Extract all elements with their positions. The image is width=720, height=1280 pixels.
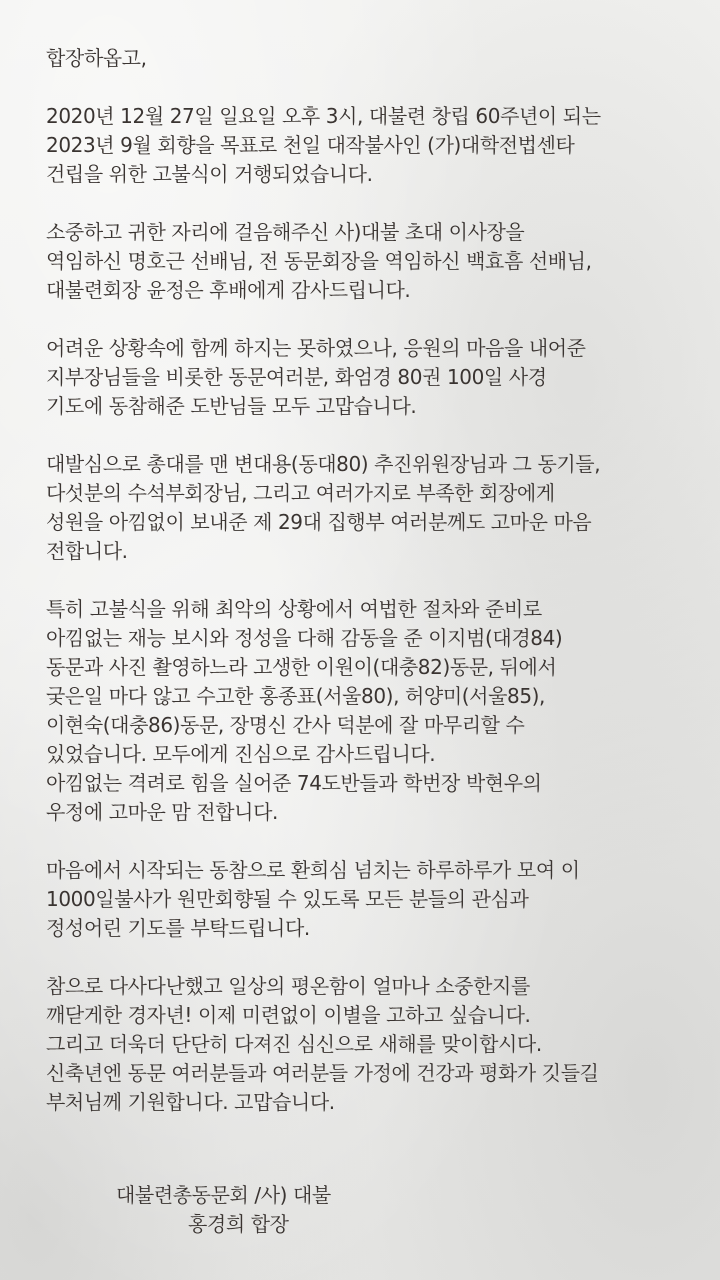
paragraph-line: 역임하신 명호근 선배님, 전 동문회장을 역임하신 백효흠 선배님, [46,249,592,273]
paragraph-line: 1000일불사가 원만회향될 수 있도록 모든 분들의 관심과 [46,887,529,911]
paragraph-new-year [46,972,696,1117]
paragraph-line: 대발심으로 총대를 맨 변대용(동대80) 추진위원장님과 그 동기들, [46,452,601,476]
paragraph-line: 있었습니다. 모두에게 진심으로 감사드립니다. [46,742,436,766]
letter-body [46,44,696,1117]
paragraph-line: 2020년 12월 27일 일요일 오후 3시, 대불련 창립 60주년이 되는 [46,104,601,128]
paragraph-gap [46,943,696,972]
paragraph-line: 전합니다. [46,539,128,563]
paragraph-line: 소중하고 귀한 자리에 걸음해주신 사)대불 초대 이사장을 [46,220,525,244]
paragraph-line: 2023년 9월 회향을 목표로 천일 대작불사인 (가)대학전법센타 [46,133,575,157]
paragraph-line: 신축년엔 동문 여러분들과 여러분들 가정에 건강과 평화가 깃들길 [46,1061,599,1085]
paragraph-thanks-seniors [46,218,696,305]
greeting [46,44,696,73]
paragraph-gap [46,305,696,334]
paragraph-line: 건립을 위한 고불식이 거행되었습니다. [46,162,373,186]
signature-name: 홍경희 합장 [188,1212,289,1236]
paragraph-request [46,856,696,943]
paragraph-thanks-volunteers [46,595,696,827]
paragraph-line: 동문과 사진 촬영하느라 고생한 이원이(대충82)동문, 뒤에서 [46,655,557,679]
paragraph-line: 그리고 더욱더 단단히 다져진 심신으로 새해를 맞이합시다. [46,1032,542,1056]
paragraph-line: 특히 고불식을 위해 최악의 상황에서 여법한 절차와 준비로 [46,597,542,621]
signature-organization: 대불련총동문회 /사) 대불 [116,1183,331,1207]
paragraph-line: 성원을 아낌없이 보내준 제 29대 집행부 여러분께도 고마운 마음 [46,510,592,534]
paragraph-line: 어려운 상황속에 함께 하지는 못하였으나, 응원의 마음을 내어준 [46,336,586,360]
paragraph-line: 깨닫게한 경자년! 이제 미련없이 이별을 고하고 싶습니다. [46,1003,531,1027]
paragraph-line: 기도에 동참해준 도반님들 모두 고맙습니다. [46,394,417,418]
paragraph-line: 마음에서 시작되는 동참으로 환희심 넘치는 하루하루가 모여 이 [46,858,580,882]
paragraph-ceremony [46,102,696,189]
paragraph-thanks-supporters [46,334,696,421]
paragraph-line: 지부장님들을 비롯한 동문여러분, 화엄경 80권 100일 사경 [46,365,547,389]
paragraph-line: 다섯분의 수석부회장님, 그리고 여러가지로 부족한 회장에게 [46,481,555,505]
paragraph-gap [46,566,696,595]
paragraph-thanks-committee [46,450,696,566]
paragraph-line: 이현숙(대충86)동문, 장명신 간사 덕분에 잘 마무리할 수 [46,713,525,737]
paragraph-gap [46,827,696,856]
paragraph-gap [46,421,696,450]
paragraph-line: 정성어린 기도를 부탁드립니다. [46,916,310,940]
paragraph-line: 부처님께 기원합니다. 고맙습니다. [46,1090,335,1114]
greeting-line: 합장하옵고, [46,46,147,70]
paragraph-gap [46,189,696,218]
paragraph-line: 아낌없는 재능 보시와 정성을 다해 감동을 준 이지범(대경84) [46,626,563,650]
paragraph-gap [46,73,696,102]
paragraph-line: 참으로 다사다난했고 일상의 평온함이 얼마나 소중한지를 [46,974,530,998]
paragraph-line: 아낌없는 격려로 힘을 실어준 74도반들과 학번장 박현우의 [46,771,542,795]
paragraph-line: 궂은일 마다 않고 수고한 홍종표(서울80), 허양미(서울85), [46,684,546,708]
paragraph-line: 대불련회장 윤정은 후배에게 감사드립니다. [46,278,411,302]
paragraph-line: 우정에 고마운 맘 전합니다. [46,800,278,824]
